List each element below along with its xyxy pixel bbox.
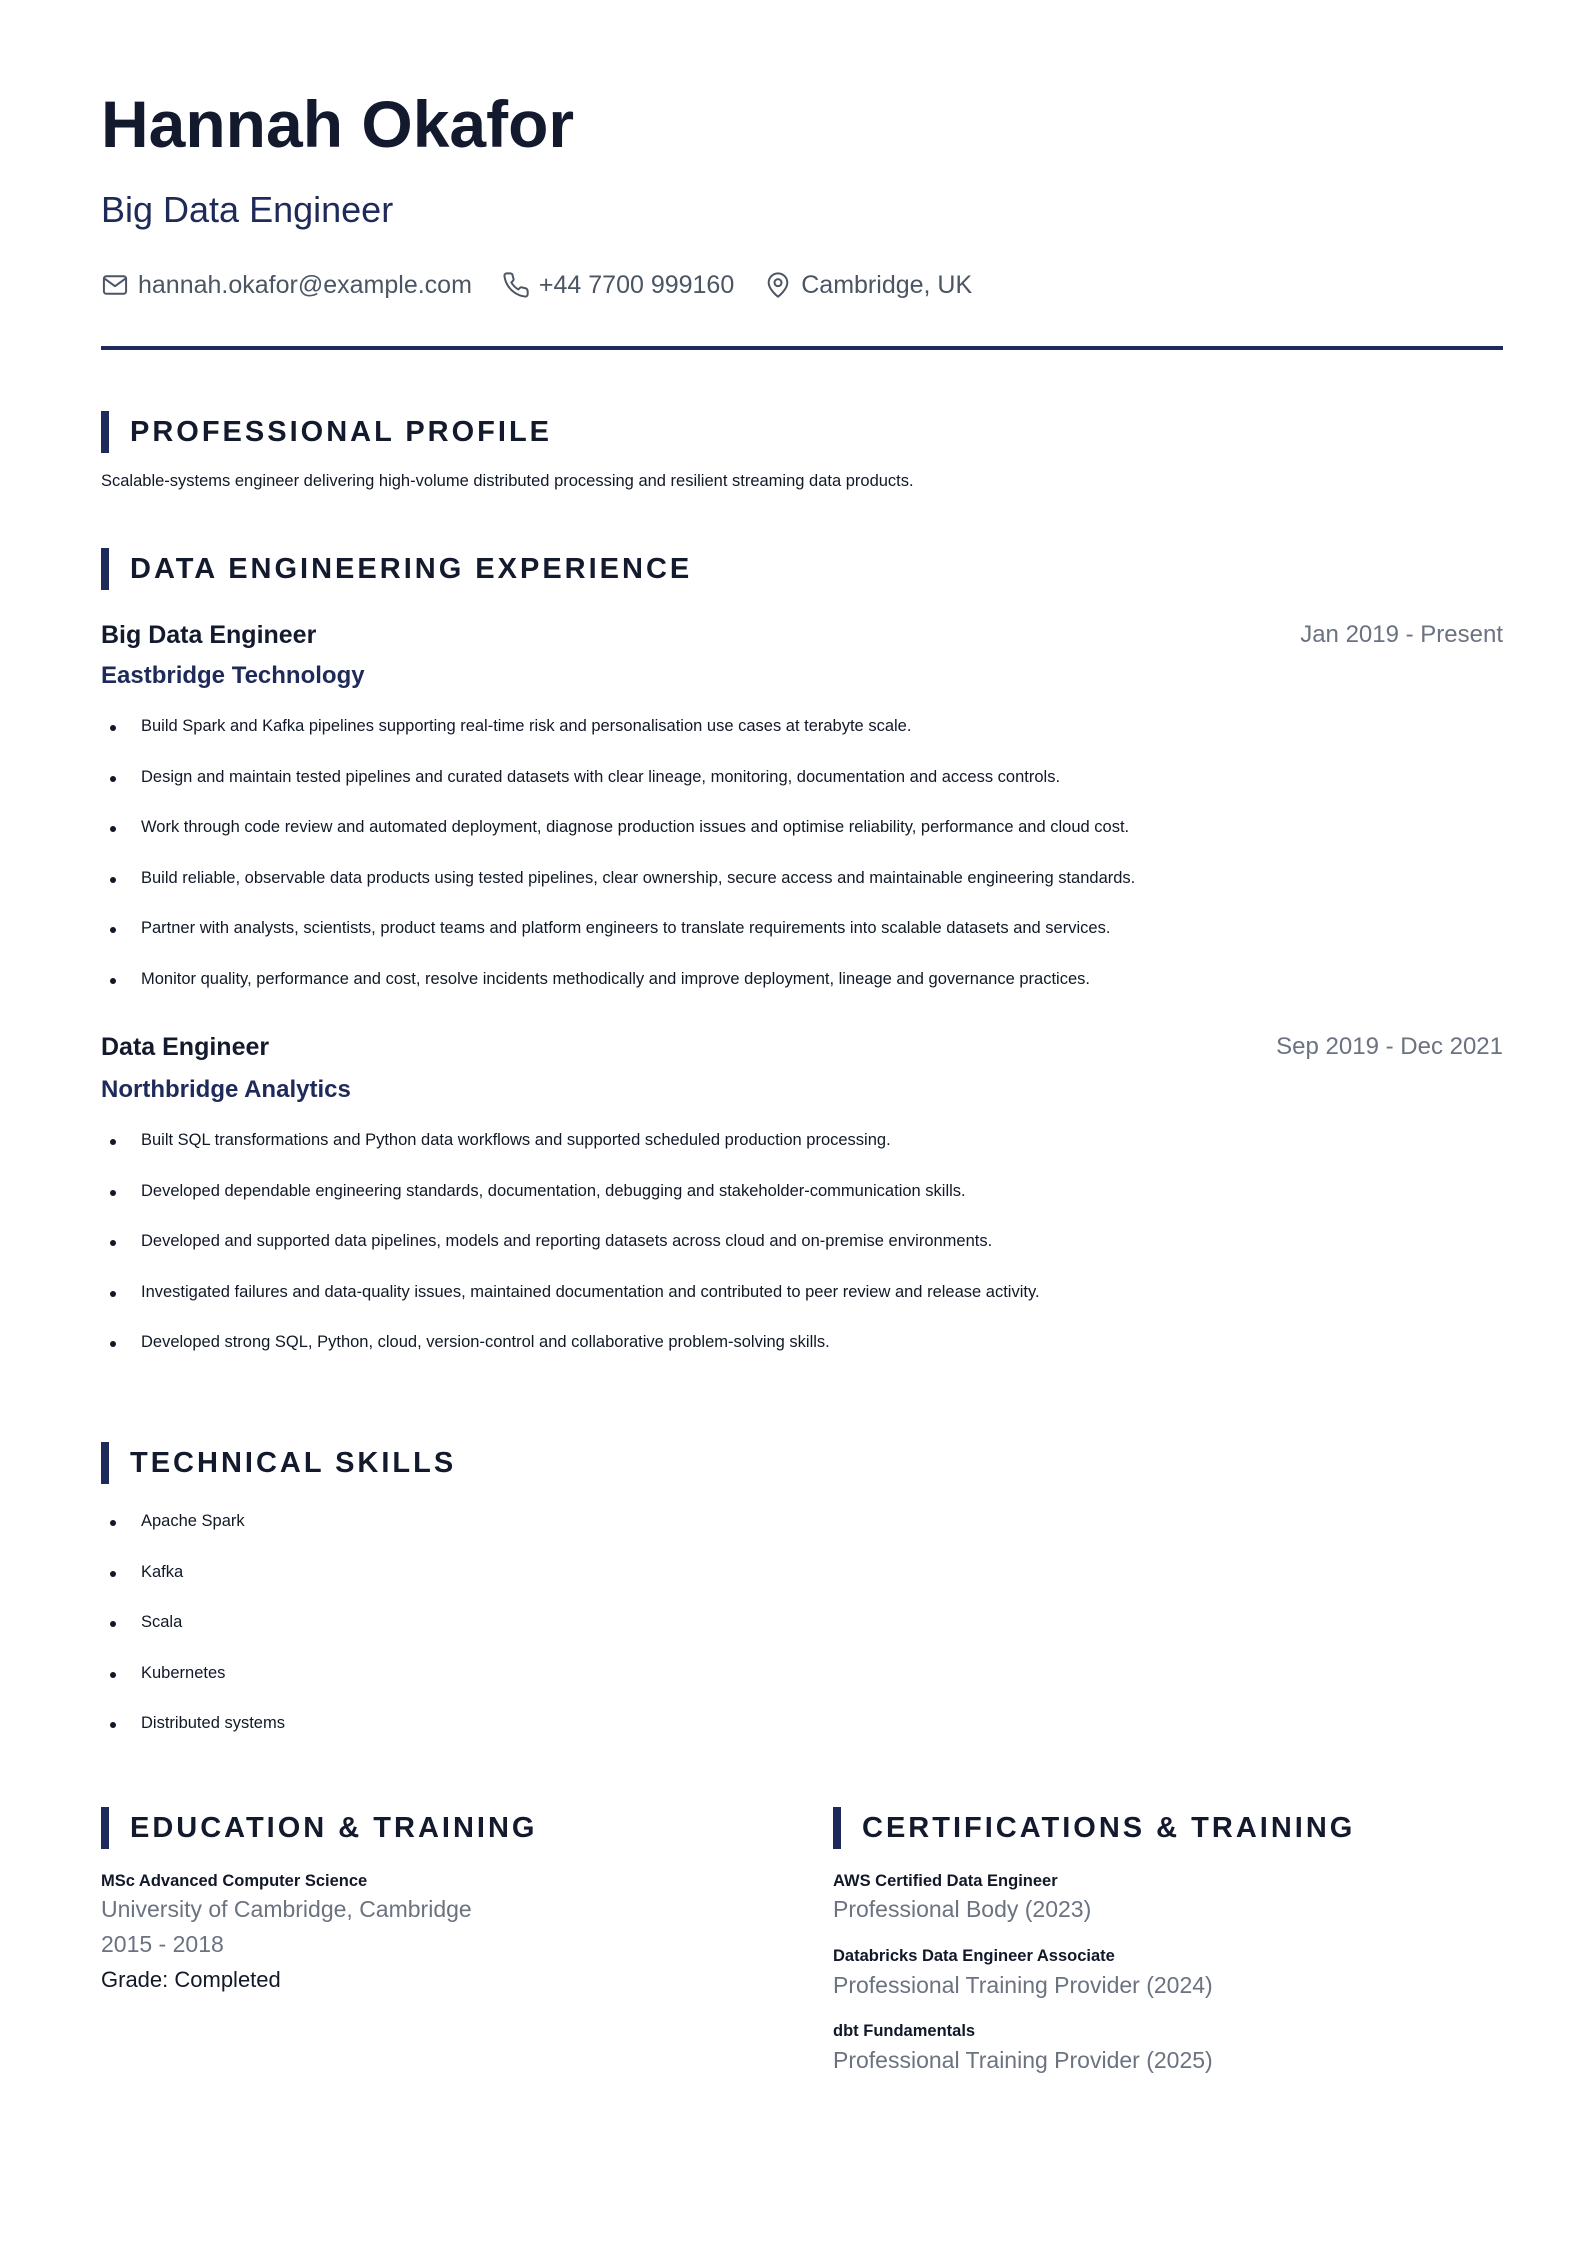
section-heading-education [101, 1807, 537, 1849]
skill-item: Scala [141, 1613, 183, 1631]
contact-location-text: Cambridge, UK [801, 271, 973, 299]
section-heading-profile [101, 411, 552, 453]
job-bullet: Partner with analysts, scientists, product teams and platform engineers to translate requirements into scalable datasets and services. [141, 919, 1111, 937]
certification-name: dbt Fundamentals [833, 2022, 976, 2040]
job-bullet: Design and maintain tested pipelines and curated datasets with clear lineage, monitoring, documentation and access controls. [141, 768, 1061, 786]
section-title: DATA ENGINEERING EXPERIENCE [130, 552, 693, 585]
mail-icon [101, 271, 129, 299]
education-institution: University of Cambridge, Cambridge [101, 1896, 472, 1922]
job-bullet: Built SQL transformations and Python data workflows and supported scheduled production processing. [141, 1131, 891, 1149]
job-dates: Sep 2019 - Dec 2021 [1276, 1033, 1503, 1060]
header-divider [101, 346, 1503, 350]
candidate-role: Big Data Engineer [101, 189, 394, 230]
job-bullet: Build Spark and Kafka pipelines supporting real-time risk and personalisation use cases at terabyte scale. [141, 717, 912, 735]
skill-item: Kubernetes [141, 1664, 226, 1682]
job-title: Data Engineer [101, 1033, 270, 1061]
phone-icon [502, 271, 530, 299]
certification-name: Databricks Data Engineer Associate [833, 1947, 1115, 1965]
job-bullet: Developed strong SQL, Python, cloud, version-control and collaborative problem-solving skills. [141, 1333, 830, 1351]
job-bullet: Build reliable, observable data products using tested pipelines, clear ownership, secure access and maintainable engineering standards. [141, 869, 1136, 887]
section-title: TECHNICAL SKILLS [130, 1446, 457, 1479]
section-accent-bar [101, 411, 109, 453]
job-bullet: Developed dependable engineering standards, documentation, debugging and stakeholder-communication skills. [141, 1182, 966, 1200]
job-company: Northbridge Analytics [101, 1076, 351, 1103]
job-bullet: Developed and supported data pipelines, models and reporting datasets across cloud and on-premise environments. [141, 1232, 993, 1250]
section-accent-bar [101, 1442, 109, 1484]
contact-email-text: hannah.okafor@example.com [138, 271, 472, 299]
contact-email[interactable] [101, 270, 472, 300]
section-title: CERTIFICATIONS & TRAINING [862, 1811, 1356, 1844]
education-degree: MSc Advanced Computer Science [101, 1872, 368, 1890]
section-heading-skills [101, 1442, 456, 1484]
section-accent-bar [833, 1807, 841, 1849]
section-heading-experience [101, 548, 692, 590]
section-title: EDUCATION & TRAINING [130, 1811, 538, 1844]
section-title: PROFESSIONAL PROFILE [130, 415, 553, 448]
section-heading-certifications [833, 1807, 1355, 1849]
job-dates: Jan 2019 - Present [1300, 621, 1503, 648]
skill-item: Kafka [141, 1563, 184, 1581]
certification-issuer: Professional Training Provider (2025) [833, 2047, 1213, 2073]
section-accent-bar [101, 1807, 109, 1849]
map-pin-icon [764, 271, 792, 299]
section-accent-bar [101, 548, 109, 590]
job-bullet: Investigated failures and data-quality issues, maintained documentation and contributed to peer review and release activity. [141, 1283, 1040, 1301]
candidate-name: Hannah Okafor [101, 87, 575, 161]
certification-name: AWS Certified Data Engineer [833, 1872, 1058, 1890]
job-title: Big Data Engineer [101, 621, 317, 649]
contact-phone-text: +44 7700 999160 [538, 271, 735, 299]
education-years: 2015 - 2018 [101, 1931, 224, 1957]
profile-summary: Scalable-systems engineer delivering high-volume distributed processing and resilient streaming data products. [101, 472, 914, 490]
certification-issuer: Professional Training Provider (2024) [833, 1972, 1213, 1998]
certification-issuer: Professional Body (2023) [833, 1896, 1092, 1922]
contact-location [764, 270, 972, 300]
education-grade: Grade: Completed [101, 1967, 281, 1992]
job-company: Eastbridge Technology [101, 662, 365, 689]
contact-row [101, 270, 1002, 300]
job-bullet: Monitor quality, performance and cost, resolve incidents methodically and improve deployment, lineage and governance practices. [141, 970, 1090, 988]
contact-phone[interactable] [502, 270, 734, 300]
skill-item: Apache Spark [141, 1512, 245, 1530]
job-bullet: Work through code review and automated deployment, diagnose production issues and optimise reliability, performance and cloud cost. [141, 818, 1130, 836]
skill-item: Distributed systems [141, 1714, 285, 1732]
